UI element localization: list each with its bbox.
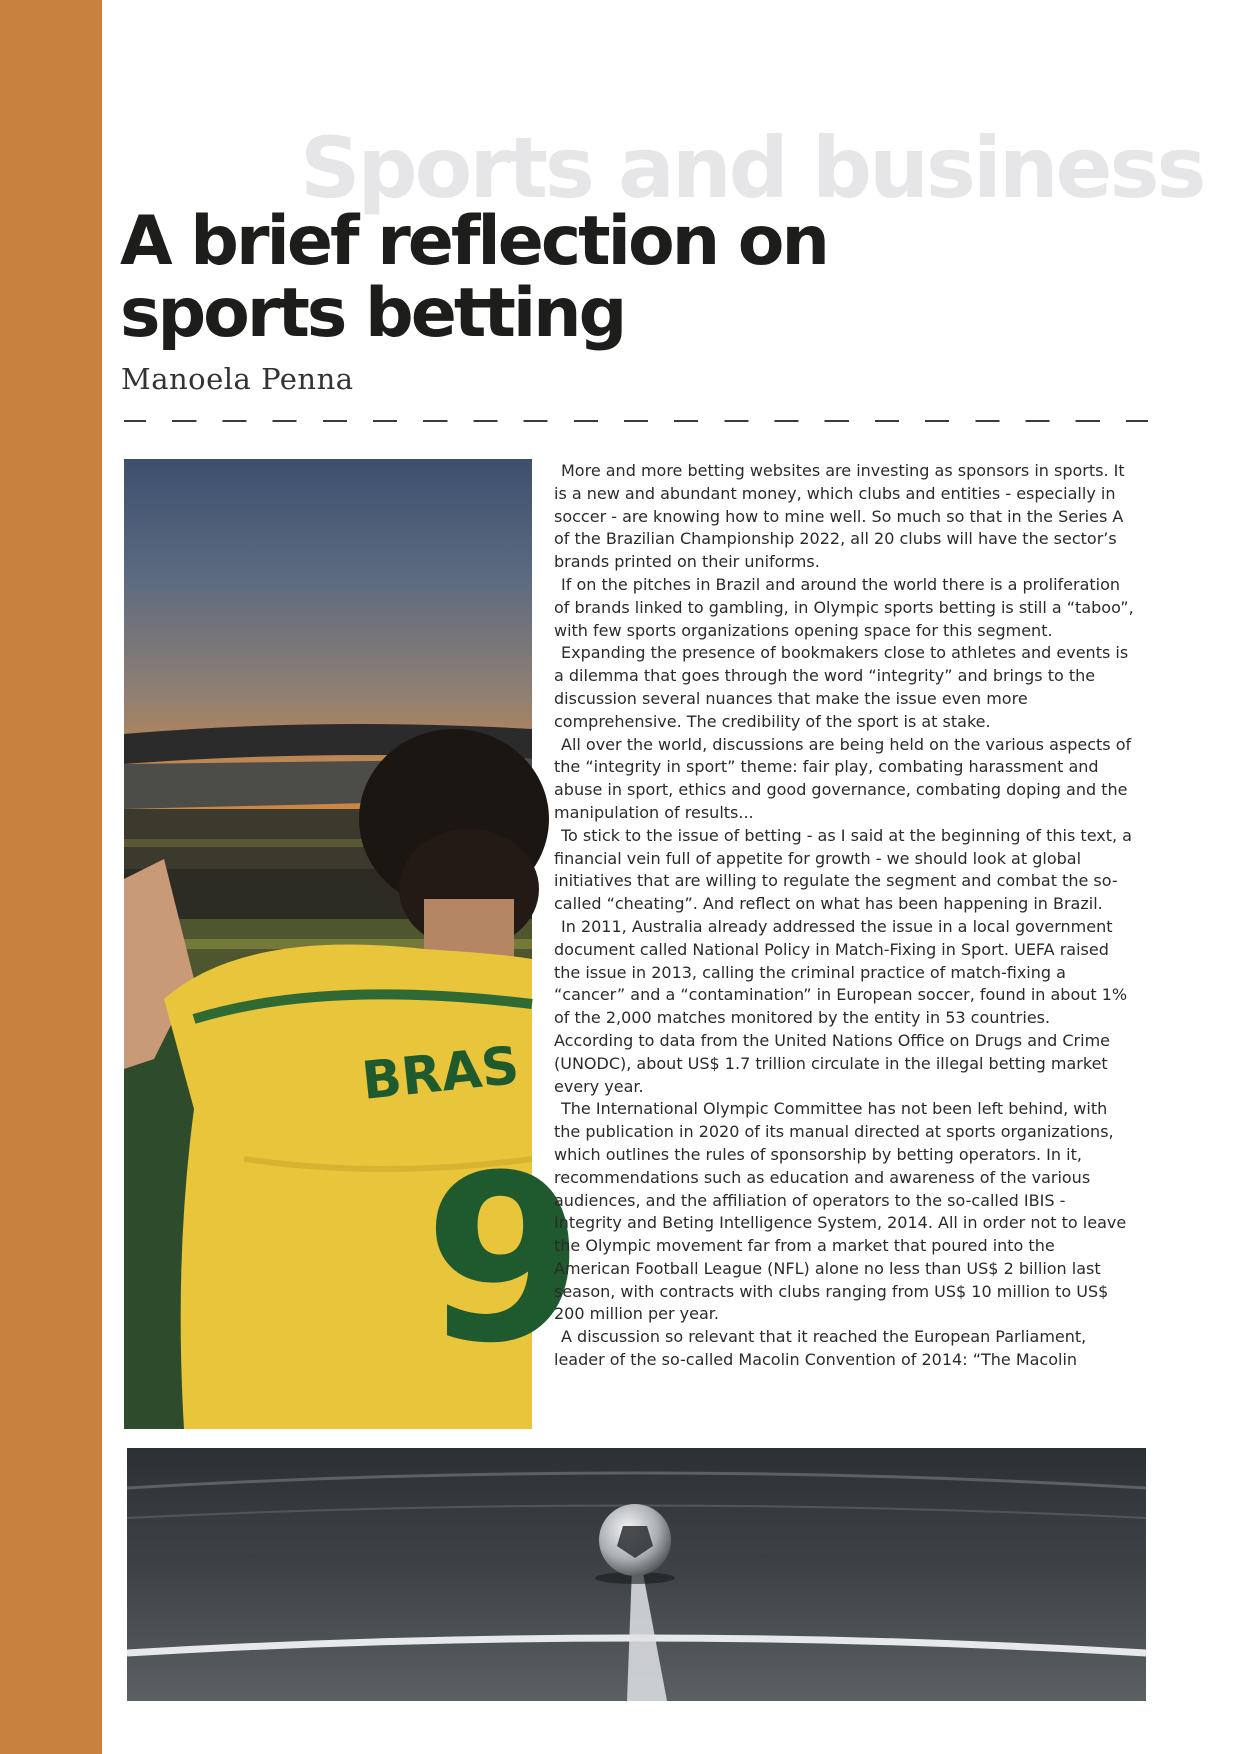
paragraph: In 2011, Australia already addressed the issue in a local government document called National Policy in Match-Fixing in Sport. UEFA raised the issue in 2013, calling the criminal practice of match-fixing a “cancer” and a “contamination” in European soccer, found in about 1% of the 2,000 matches monitored by the entity in 53 countries. According to data from the United Nations Office on Drugs and Crime (UNODC), about US$ 1.7 trillion circulate in the illegal betting market every year. bbox=[554, 916, 1128, 1096]
article-body bbox=[554, 460, 1134, 1424]
dashed-divider bbox=[124, 420, 1148, 422]
paragraph: If on the pitches in Brazil and around the world there is a proliferation of brands linked to gambling, in Olympic sports betting is still a “taboo”, with few sports organizations opening space for this segment. bbox=[554, 574, 1134, 640]
article-headline: A brief reflection on sports betting bbox=[120, 202, 827, 353]
paragraph: The International Olympic Committee has not been left behind, with the publication in 2020 of its manual directed at sports organizations, which outlines the rules of sponsorship by betting operators. In it, recommendations such as education and awareness of the various audiences, and the affiliation of operators to the so-called IBIS - Integrity and Beting Intelligence System, 2014. All in order not to leave the Olympic movement far from a market that poured into the American Football League (NFL) alone no less than US$ 2 billion last season, with contracts with clubs ranging from US$ 10 million to US$ 200 million per year. bbox=[554, 1099, 1127, 1324]
paragraph: All over the world, discussions are being held on the various aspects of the “integrity in sport” theme: fair play, combating harassment and abuse in sport, ethics and good governance, combating doping and the manipulation of results... bbox=[554, 734, 1132, 822]
paragraph: A discussion so relevant that it reached the European Parliament, leader of the so-called Macolin Convention of 2014: “The Macolin bbox=[554, 1327, 1087, 1370]
jersey-number: 9 bbox=[424, 1127, 585, 1394]
paragraph: Expanding the presence of bookmakers close to athletes and events is a dilemma that goes through the word “integrity” and brings to the discussion several nuances that make the issue even more comprehensive. The credibility of the sport is at stake. bbox=[554, 643, 1129, 731]
paragraph: More and more betting websites are investing as sponsors in sports. It is a new and abundant money, which clubs and entities - especially in soccer - are knowing how to mine well. So much so that in the Series A of the Brazilian Championship 2022, all 20 clubs will have the sector’s brands printed on their uniforms. bbox=[554, 461, 1125, 572]
fan-illustration bbox=[124, 459, 585, 1429]
side-color-bar bbox=[0, 0, 102, 1754]
section-kicker: Sports and business bbox=[300, 119, 1204, 217]
paragraph: To stick to the issue of betting - as I said at the beginning of this text, a financial vein full of appetite for growth - we should look at global initiatives that are willing to regulate the segment and combat the so-called “cheating”. And reflect on what has been happening in Brazil. bbox=[554, 825, 1132, 914]
photo-brazil-fan bbox=[124, 459, 585, 1429]
stadium-illustration bbox=[127, 1448, 1146, 1701]
jersey-text: BRAS bbox=[359, 1035, 522, 1112]
article-author: Manoela Penna bbox=[121, 362, 354, 396]
photo-stadium-ball bbox=[127, 1448, 1146, 1701]
